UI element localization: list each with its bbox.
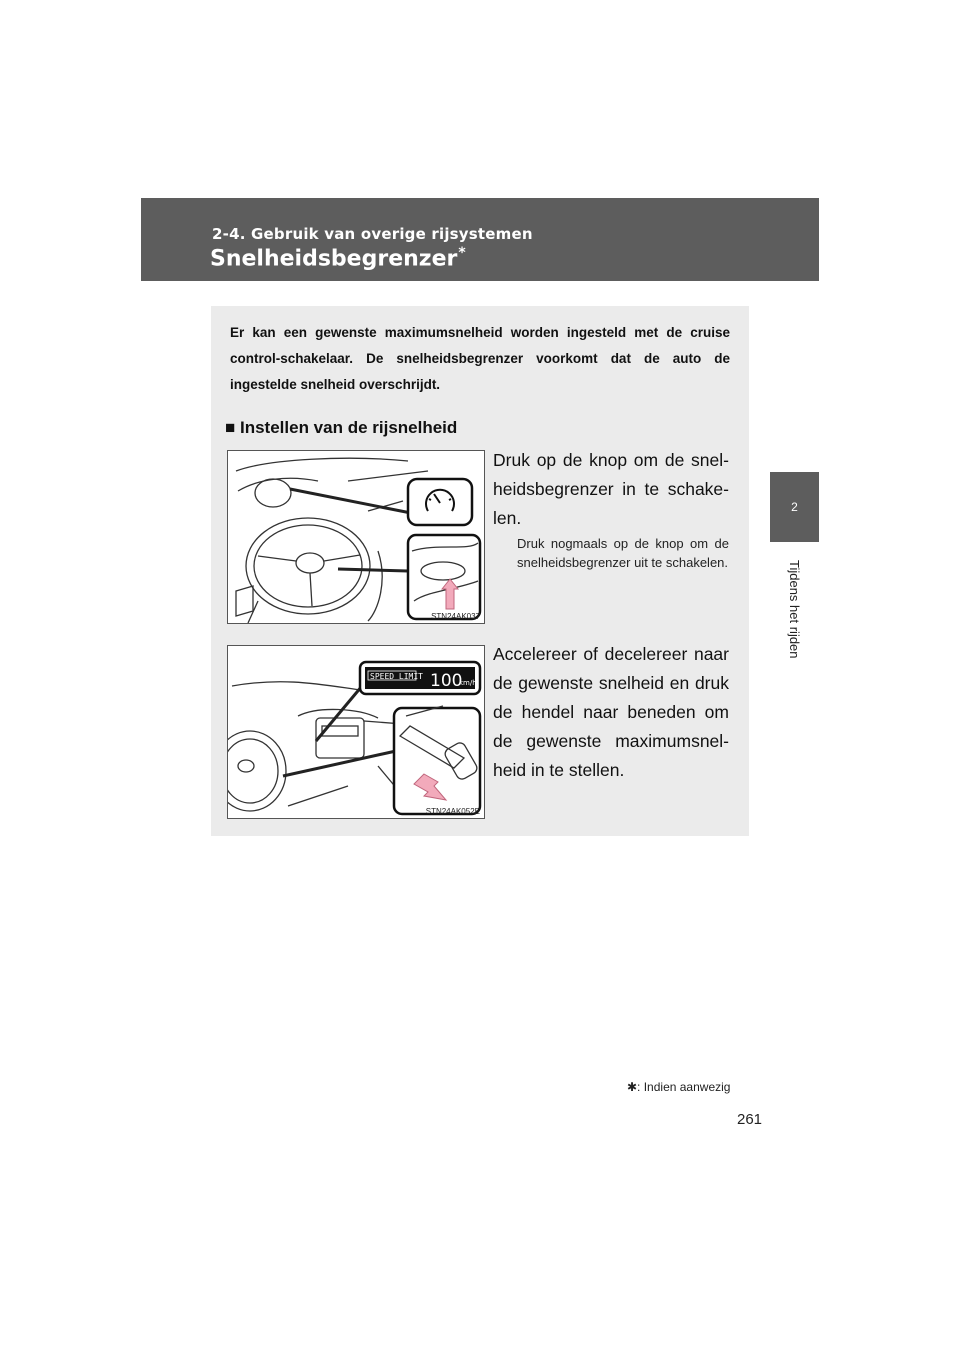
figure-code: STN24AK052E (425, 807, 480, 816)
display-value: 100 (430, 671, 463, 691)
page-number: 261 (737, 1111, 763, 1128)
display-label: SPEED LIMIT (370, 672, 423, 681)
section-label: 2-4. Gebruik van overige rijsystemen (212, 225, 533, 243)
figure-code: STN24AK037 (431, 612, 480, 621)
steering-wheel-illustration (228, 451, 484, 623)
intro-text: Er kan een gewenste maximumsnelheid worden ingesteld met de cruise control-schakelaar. De snelheidsbegrenzer voorkomt dat de auto de ingestelde snelheid overschrijdt. (230, 325, 730, 392)
footnote: ✱: Indien aanwezig (627, 1080, 731, 1094)
chapter-label-text: Tijdens het rijden (787, 560, 802, 659)
step-1-text: Druk op de knop om de snel-heidsbegrenzer in te schake-len. (493, 450, 729, 528)
subheading: ■ Instellen van de rijsnelheid (225, 418, 458, 437)
figure-dashboard-lever (227, 645, 485, 819)
step-1-note: Druk nogmaals op de knop om de snelheidsbegrenzer uit te schakelen. (517, 536, 729, 570)
header-band (141, 198, 819, 281)
display-unit: km/h (459, 679, 477, 687)
page-title (210, 245, 466, 271)
step-2-text: Accelereer of decelereer naar de gewenste snelheid en druk de hendel naar beneden om de gewenste maximumsnel-heid in te stellen. (493, 644, 729, 780)
page-title-text: Snelheidsbegrenzer (210, 246, 458, 272)
chapter-label (764, 560, 825, 670)
dashboard-illustration (228, 646, 484, 818)
availability-mark: * (458, 245, 466, 261)
content-box (211, 306, 749, 836)
figure-steering-wheel (227, 450, 485, 624)
chapter-tab: 2 (770, 472, 819, 542)
